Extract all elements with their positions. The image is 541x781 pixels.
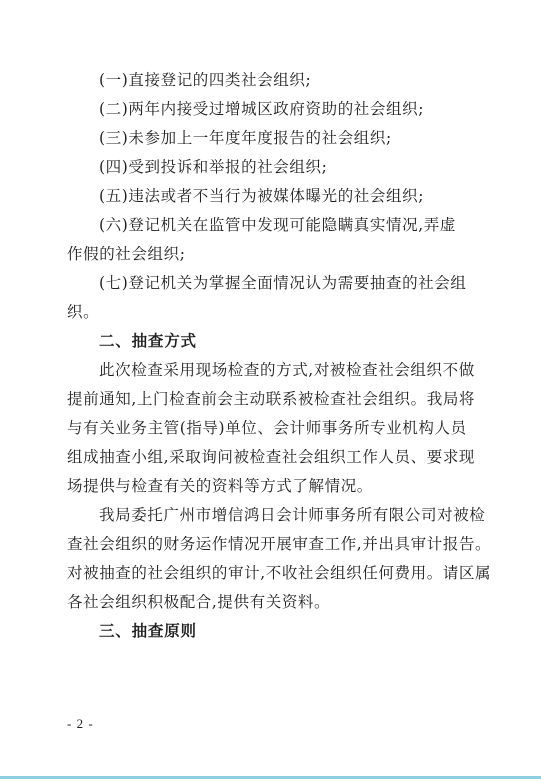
paragraph-line: 对被抽查的社会组织的审计,不收社会组织任何费用。请区属	[67, 564, 492, 582]
list-item-6-line-2: 作假的社会组织;	[67, 245, 186, 263]
paragraph-line: 场提供与检查有关的资料等方式了解情况。	[67, 477, 373, 495]
list-item-4: (四)受到投诉和举报的社会组织;	[99, 158, 328, 176]
section-heading-principle: 三、抽查原则	[99, 622, 197, 640]
list-item-6-line-1: (六)登记机关在监管中发现可能隐瞒真实情况,弄虚	[99, 216, 456, 234]
paragraph-line: 组成抽查小组,采取询问被检查社会组织工作人员、要求现	[67, 448, 476, 466]
list-item-3: (三)未参加上一年度年度报告的社会组织;	[99, 129, 392, 147]
list-item-2: (二)两年内接受过增城区政府资助的社会组织;	[99, 100, 425, 118]
paragraph-line: 此次检查采用现场检查的方式,对被检查社会组织不做	[99, 361, 475, 379]
list-item-7-line-1: (七)登记机关为掌握全面情况认为需要抽查的社会组	[99, 274, 467, 292]
page-number: - 2 -	[67, 716, 94, 731]
paragraph-line: 提前通知,上门检查前会主动联系被检查社会组织。我局将	[67, 390, 476, 408]
section-heading-method: 二、抽查方式	[99, 332, 197, 350]
paragraph-line: 查社会组织的财务运作情况开展审查工作,并出具审计报告。	[67, 535, 492, 553]
bottom-border	[0, 776, 541, 779]
list-item-5: (五)违法或者不当行为被媒体曝光的社会组织;	[99, 187, 425, 205]
paragraph-line: 各社会组织积极配合,提供有关资料。	[67, 593, 331, 611]
paragraph-line: 与有关业务主管(指导)单位、会计师事务所专业机构人员	[67, 419, 467, 437]
paragraph-line: 我局委托广州市增信鸿日会计师事务所有限公司对被检	[99, 506, 486, 524]
list-item-1: (一)直接登记的四类社会组织;	[99, 71, 312, 89]
list-item-7-line-2: 织。	[67, 303, 100, 321]
